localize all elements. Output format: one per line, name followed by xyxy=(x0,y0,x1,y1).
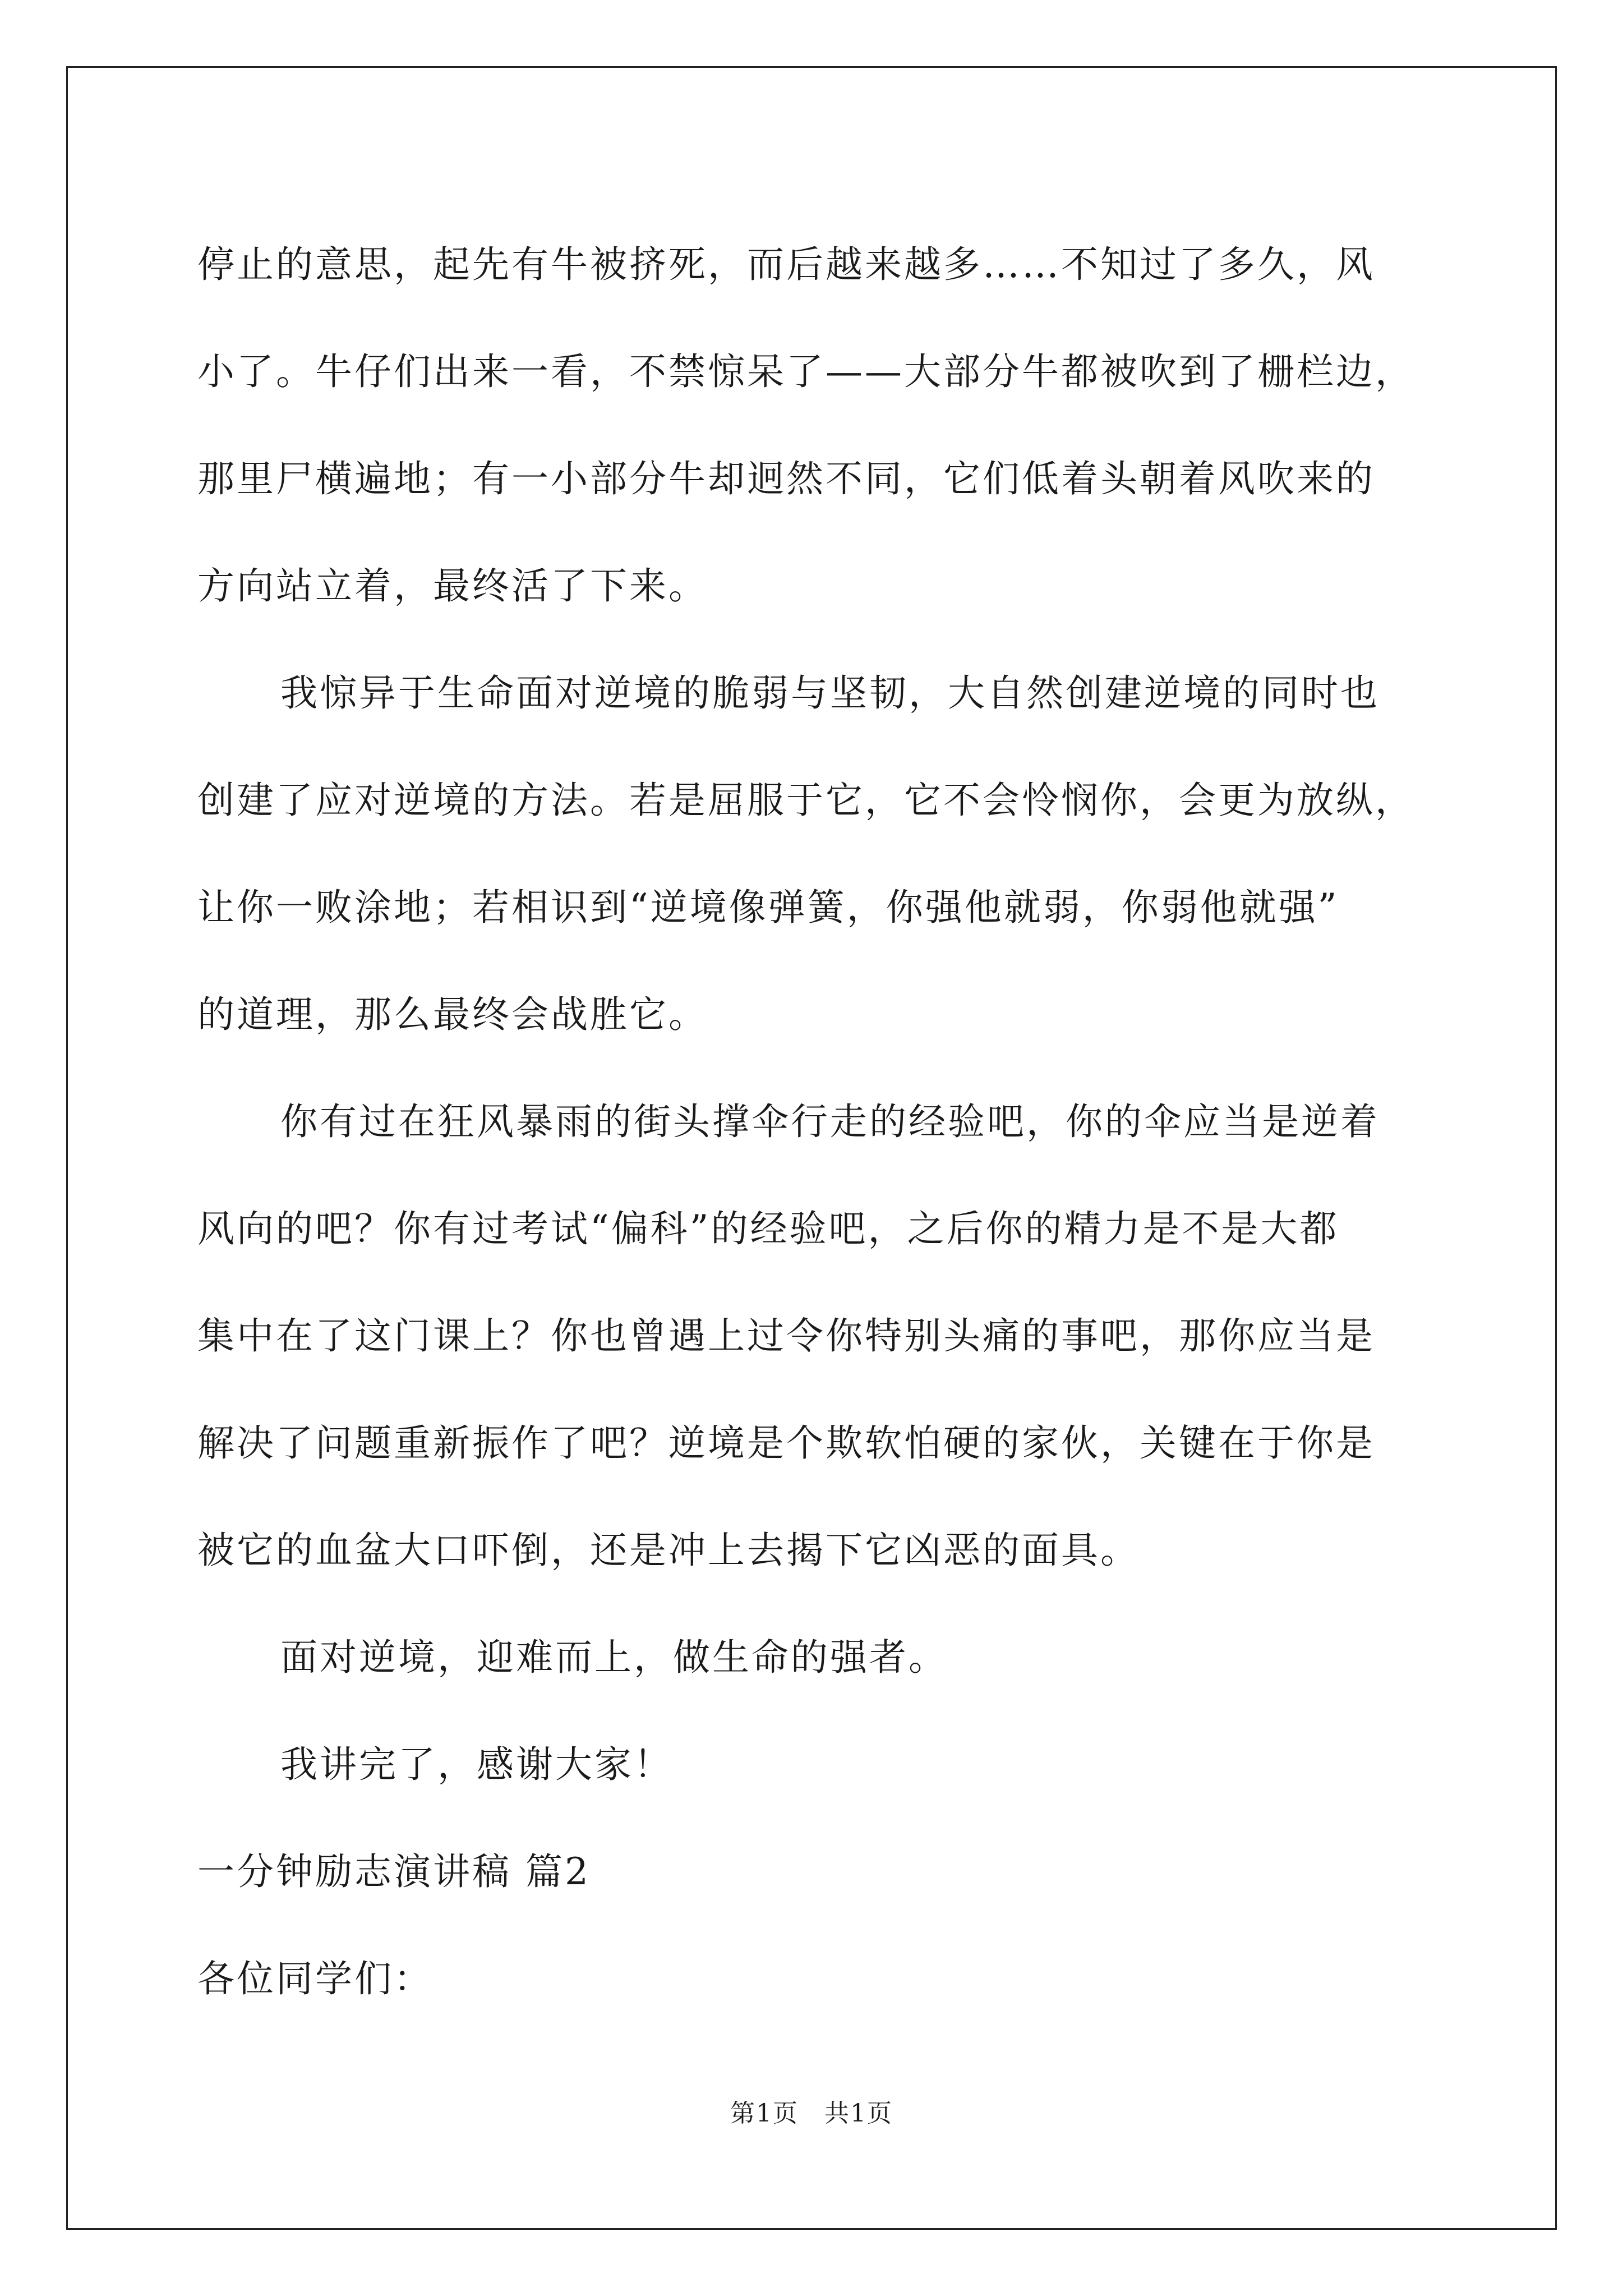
salutation-line: 各位同学们： xyxy=(197,1957,433,2000)
document-body xyxy=(197,211,1431,2032)
body-line: 让你一败涂地；若相识到“逆境像弹簧，你强他就弱，你弱他就强” xyxy=(197,886,1339,929)
body-line: 方向站立着，最终活了下来。 xyxy=(197,564,708,608)
body-line: 集中在了这门课上？你也曾遇上过令你特别头痛的事吧，那你应当是 xyxy=(197,1314,1375,1358)
body-line: 小了。牛仔们出来一看，不禁惊呆了——大部分牛都被吹到了栅栏边， xyxy=(197,350,1414,393)
paragraph-start-line: 你有过在狂风暴雨的街头撑伞行走的经验吧，你的伞应当是逆着 xyxy=(280,1100,1380,1143)
body-line: 解决了问题重新振作了吧？逆境是个欺软怕硬的家伙，关键在于你是 xyxy=(197,1421,1375,1465)
body-line: 的道理，那么最终会战胜它。 xyxy=(197,993,708,1036)
paragraph-start-line: 我讲完了，感谢大家！ xyxy=(280,1743,673,1786)
page-number-footer: 第1页 共1页 xyxy=(730,2099,893,2128)
paragraph-start-line: 面对逆境，迎难而上，做生命的强者。 xyxy=(280,1636,948,1679)
body-line: 停止的意思，起先有牛被挤死，而后越来越多……不知过了多久，风 xyxy=(197,243,1375,286)
body-line: 被它的血盆大口吓倒，还是冲上去揭下它凶恶的面具。 xyxy=(197,1529,1140,1572)
body-line: 风向的吧？你有过考试“偏科”的经验吧，之后你的精力是不是大都 xyxy=(197,1207,1339,1250)
body-line: 那里尸横遍地；有一小部分牛却迥然不同，它们低着头朝着风吹来的 xyxy=(197,457,1375,500)
paragraph-start-line: 我惊异于生命面对逆境的脆弱与坚韧，大自然创建逆境的同时也 xyxy=(280,671,1380,715)
section-heading: 一分钟励志演讲稿 篇2 xyxy=(197,1850,591,1893)
body-line: 创建了应对逆境的方法。若是屈服于它，它不会怜悯你，会更为放纵， xyxy=(197,779,1414,822)
